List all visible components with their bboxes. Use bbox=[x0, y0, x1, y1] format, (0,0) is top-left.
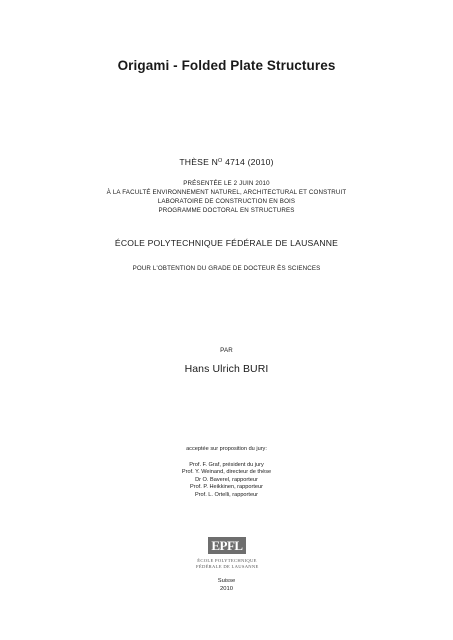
document-title: Origami - Folded Plate Structures bbox=[117, 58, 336, 73]
author-name: Hans Ulrich BURI bbox=[184, 363, 269, 375]
year: 2010 bbox=[220, 585, 233, 592]
jury-member: Prof. L. Ortelli, rapporteur bbox=[194, 491, 259, 498]
jury-intro: acceptée sur proposition du jury: bbox=[186, 446, 267, 452]
presentation-date: PRÉSENTÉE LE 2 JUIN 2010 bbox=[183, 180, 270, 187]
logo-text-line1: ÉCOLE POLYTECHNIQUE bbox=[197, 558, 257, 563]
jury-list bbox=[0, 462, 453, 499]
place-and-year bbox=[0, 578, 453, 593]
jury-member: Dr O. Baverel, rapporteur bbox=[195, 476, 258, 483]
country: Suisse bbox=[217, 578, 236, 584]
logo-text-line2: FÉDÉRALE DE LAUSANNE bbox=[196, 564, 259, 569]
thesis-label: THÈSE N bbox=[179, 157, 219, 167]
presentation-block bbox=[0, 179, 453, 215]
epfl-logo bbox=[196, 537, 258, 573]
institution-name: ÉCOLE POLYTECHNIQUE FÉDÉRALE DE LAUSANNE bbox=[114, 238, 339, 248]
degree-purpose: POUR L'OBTENTION DU GRADE DE DOCTEUR ÈS SCIENCES bbox=[132, 265, 321, 272]
thesis-number-value: 4714 (2010) bbox=[222, 157, 274, 167]
jury-member: Prof. Y. Weinand, directeur de thèse bbox=[181, 469, 272, 476]
thesis-number bbox=[0, 157, 453, 167]
thesis-superscript: O bbox=[218, 158, 223, 164]
jury-member: Prof. F. Graf, président du jury bbox=[189, 462, 264, 468]
presentation-faculty: À LA FACULTÉ ENVIRONNEMENT NATUREL, ARCHITECTURAL ET CONSTRUIT bbox=[106, 189, 347, 196]
presentation-program: PROGRAMME DOCTORAL EN STRUCTURES bbox=[158, 207, 295, 214]
logo-letters: EPFL bbox=[211, 538, 243, 553]
by-label: PAR bbox=[220, 347, 233, 354]
presentation-laboratory: LABORATOIRE DE CONSTRUCTION EN BOIS bbox=[157, 198, 296, 205]
jury-member: Prof. P. Heikkinen, rapporteur bbox=[190, 484, 263, 491]
